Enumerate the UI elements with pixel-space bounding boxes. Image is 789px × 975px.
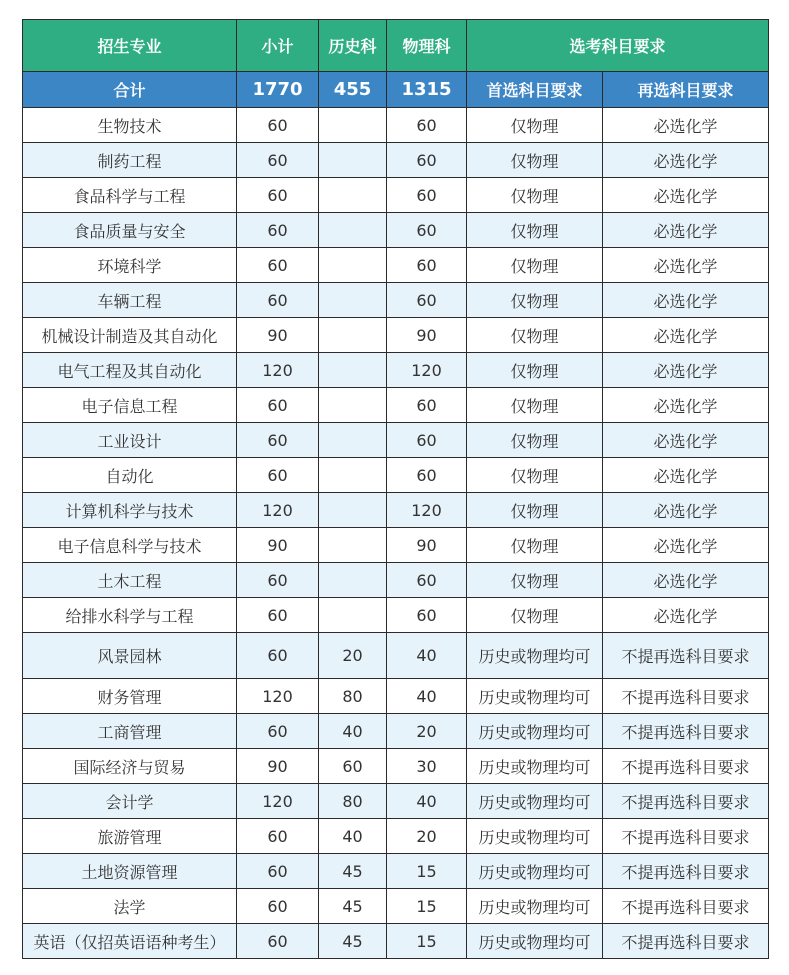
first-choice-cell: 仅物理 <box>467 493 603 528</box>
subtotal-cell: 60 <box>237 423 319 458</box>
physics-cell: 60 <box>387 178 467 213</box>
first-choice-cell: 历史或物理均可 <box>467 854 603 889</box>
table-row <box>23 598 769 633</box>
history-cell: 20 <box>319 633 387 679</box>
subtotal-cell: 60 <box>237 854 319 889</box>
major-cell: 旅游管理 <box>23 819 237 854</box>
table-row <box>23 493 769 528</box>
first-choice-cell: 历史或物理均可 <box>467 784 603 819</box>
first-choice-cell: 仅物理 <box>467 563 603 598</box>
table-row <box>23 458 769 493</box>
first-choice-cell: 仅物理 <box>467 318 603 353</box>
major-cell: 食品质量与安全 <box>23 213 237 248</box>
summary-label: 合计 <box>23 72 237 108</box>
summary-row <box>23 72 769 108</box>
physics-cell: 20 <box>387 714 467 749</box>
subtotal-cell: 60 <box>237 213 319 248</box>
physics-cell: 40 <box>387 784 467 819</box>
table-row <box>23 353 769 388</box>
subtotal-cell: 60 <box>237 563 319 598</box>
first-choice-cell: 仅物理 <box>467 423 603 458</box>
physics-cell: 30 <box>387 749 467 784</box>
subtotal-cell: 60 <box>237 598 319 633</box>
header-physics: 物理科 <box>387 20 467 72</box>
second-choice-cell: 必选化学 <box>603 563 769 598</box>
major-cell: 英语（仅招英语语种考生） <box>23 924 237 959</box>
first-choice-cell: 仅物理 <box>467 248 603 283</box>
summary-first-choice: 首选科目要求 <box>467 72 603 108</box>
history-cell <box>319 353 387 388</box>
second-choice-cell: 不提再选科目要求 <box>603 889 769 924</box>
major-cell: 制药工程 <box>23 143 237 178</box>
physics-cell: 40 <box>387 679 467 714</box>
enrollment-table <box>22 19 769 959</box>
subtotal-cell: 60 <box>237 458 319 493</box>
history-cell: 40 <box>319 819 387 854</box>
history-cell: 80 <box>319 679 387 714</box>
first-choice-cell: 历史或物理均可 <box>467 714 603 749</box>
second-choice-cell: 必选化学 <box>603 248 769 283</box>
table-row <box>23 679 769 714</box>
history-cell <box>319 458 387 493</box>
history-cell <box>319 388 387 423</box>
history-cell <box>319 563 387 598</box>
summary-physics: 1315 <box>387 72 467 108</box>
major-cell: 电子信息科学与技术 <box>23 528 237 563</box>
second-choice-cell: 必选化学 <box>603 283 769 318</box>
history-cell: 45 <box>319 924 387 959</box>
major-cell: 自动化 <box>23 458 237 493</box>
second-choice-cell: 必选化学 <box>603 458 769 493</box>
second-choice-cell: 必选化学 <box>603 108 769 143</box>
header-history: 历史科 <box>319 20 387 72</box>
second-choice-cell: 必选化学 <box>603 143 769 178</box>
subtotal-cell: 90 <box>237 528 319 563</box>
table-row <box>23 143 769 178</box>
physics-cell: 60 <box>387 563 467 598</box>
subtotal-cell: 120 <box>237 493 319 528</box>
table-row <box>23 784 769 819</box>
table-row <box>23 889 769 924</box>
physics-cell: 40 <box>387 633 467 679</box>
history-cell: 80 <box>319 784 387 819</box>
major-cell: 食品科学与工程 <box>23 178 237 213</box>
major-cell: 生物技术 <box>23 108 237 143</box>
header-subtotal: 小计 <box>237 20 319 72</box>
physics-cell: 120 <box>387 493 467 528</box>
physics-cell: 60 <box>387 108 467 143</box>
major-cell: 国际经济与贸易 <box>23 749 237 784</box>
physics-cell: 60 <box>387 143 467 178</box>
major-cell: 工商管理 <box>23 714 237 749</box>
physics-cell: 90 <box>387 318 467 353</box>
table-row <box>23 213 769 248</box>
table-row <box>23 924 769 959</box>
physics-cell: 60 <box>387 423 467 458</box>
history-cell <box>319 178 387 213</box>
table-row <box>23 318 769 353</box>
major-cell: 计算机科学与技术 <box>23 493 237 528</box>
table-row <box>23 854 769 889</box>
second-choice-cell: 不提再选科目要求 <box>603 633 769 679</box>
first-choice-cell: 仅物理 <box>467 458 603 493</box>
physics-cell: 60 <box>387 388 467 423</box>
header-major: 招生专业 <box>23 20 237 72</box>
subtotal-cell: 90 <box>237 318 319 353</box>
subtotal-cell: 60 <box>237 889 319 924</box>
physics-cell: 60 <box>387 458 467 493</box>
first-choice-cell: 历史或物理均可 <box>467 749 603 784</box>
history-cell <box>319 598 387 633</box>
major-cell: 给排水科学与工程 <box>23 598 237 633</box>
subtotal-cell: 90 <box>237 749 319 784</box>
table-row <box>23 563 769 598</box>
header-requirements: 选考科目要求 <box>467 20 769 72</box>
second-choice-cell: 必选化学 <box>603 178 769 213</box>
second-choice-cell: 不提再选科目要求 <box>603 749 769 784</box>
physics-cell: 90 <box>387 528 467 563</box>
summary-subtotal: 1770 <box>237 72 319 108</box>
first-choice-cell: 仅物理 <box>467 283 603 318</box>
history-cell <box>319 248 387 283</box>
first-choice-cell: 仅物理 <box>467 598 603 633</box>
table-row <box>23 108 769 143</box>
subtotal-cell: 120 <box>237 353 319 388</box>
history-cell <box>319 493 387 528</box>
major-cell: 法学 <box>23 889 237 924</box>
history-cell <box>319 423 387 458</box>
major-cell: 电子信息工程 <box>23 388 237 423</box>
physics-cell: 60 <box>387 598 467 633</box>
subtotal-cell: 60 <box>237 178 319 213</box>
major-cell: 机械设计制造及其自动化 <box>23 318 237 353</box>
major-cell: 风景园林 <box>23 633 237 679</box>
table-row <box>23 178 769 213</box>
major-cell: 土地资源管理 <box>23 854 237 889</box>
second-choice-cell: 不提再选科目要求 <box>603 854 769 889</box>
summary-history: 455 <box>319 72 387 108</box>
history-cell <box>319 528 387 563</box>
subtotal-cell: 60 <box>237 143 319 178</box>
history-cell <box>319 143 387 178</box>
history-cell <box>319 213 387 248</box>
physics-cell: 60 <box>387 283 467 318</box>
first-choice-cell: 历史或物理均可 <box>467 679 603 714</box>
subtotal-cell: 120 <box>237 784 319 819</box>
major-cell: 土木工程 <box>23 563 237 598</box>
physics-cell: 15 <box>387 854 467 889</box>
major-cell: 电气工程及其自动化 <box>23 353 237 388</box>
physics-cell: 120 <box>387 353 467 388</box>
first-choice-cell: 历史或物理均可 <box>467 819 603 854</box>
second-choice-cell: 必选化学 <box>603 318 769 353</box>
first-choice-cell: 历史或物理均可 <box>467 924 603 959</box>
subtotal-cell: 60 <box>237 283 319 318</box>
table-row <box>23 714 769 749</box>
first-choice-cell: 仅物理 <box>467 353 603 388</box>
physics-cell: 20 <box>387 819 467 854</box>
major-cell: 会计学 <box>23 784 237 819</box>
history-cell <box>319 283 387 318</box>
subtotal-cell: 120 <box>237 679 319 714</box>
first-choice-cell: 历史或物理均可 <box>467 889 603 924</box>
table-row <box>23 423 769 458</box>
history-cell: 45 <box>319 889 387 924</box>
second-choice-cell: 必选化学 <box>603 353 769 388</box>
summary-second-choice: 再选科目要求 <box>603 72 769 108</box>
first-choice-cell: 仅物理 <box>467 108 603 143</box>
table-row <box>23 749 769 784</box>
subtotal-cell: 60 <box>237 714 319 749</box>
second-choice-cell: 不提再选科目要求 <box>603 924 769 959</box>
table-row <box>23 528 769 563</box>
second-choice-cell: 不提再选科目要求 <box>603 819 769 854</box>
second-choice-cell: 必选化学 <box>603 493 769 528</box>
subtotal-cell: 60 <box>237 633 319 679</box>
second-choice-cell: 必选化学 <box>603 213 769 248</box>
second-choice-cell: 必选化学 <box>603 388 769 423</box>
major-cell: 环境科学 <box>23 248 237 283</box>
subtotal-cell: 60 <box>237 819 319 854</box>
subtotal-cell: 60 <box>237 924 319 959</box>
subtotal-cell: 60 <box>237 248 319 283</box>
first-choice-cell: 仅物理 <box>467 213 603 248</box>
table-row <box>23 388 769 423</box>
major-cell: 工业设计 <box>23 423 237 458</box>
table-row <box>23 819 769 854</box>
major-cell: 车辆工程 <box>23 283 237 318</box>
second-choice-cell: 不提再选科目要求 <box>603 784 769 819</box>
subtotal-cell: 60 <box>237 388 319 423</box>
second-choice-cell: 必选化学 <box>603 598 769 633</box>
table-row <box>23 248 769 283</box>
history-cell <box>319 108 387 143</box>
history-cell <box>319 318 387 353</box>
table-row <box>23 633 769 679</box>
second-choice-cell: 不提再选科目要求 <box>603 714 769 749</box>
physics-cell: 15 <box>387 889 467 924</box>
second-choice-cell: 必选化学 <box>603 423 769 458</box>
first-choice-cell: 仅物理 <box>467 178 603 213</box>
second-choice-cell: 必选化学 <box>603 528 769 563</box>
table-row <box>23 283 769 318</box>
physics-cell: 15 <box>387 924 467 959</box>
header-row <box>23 20 769 72</box>
first-choice-cell: 历史或物理均可 <box>467 633 603 679</box>
major-cell: 财务管理 <box>23 679 237 714</box>
table-body <box>23 108 769 959</box>
first-choice-cell: 仅物理 <box>467 388 603 423</box>
first-choice-cell: 仅物理 <box>467 143 603 178</box>
physics-cell: 60 <box>387 248 467 283</box>
history-cell: 60 <box>319 749 387 784</box>
physics-cell: 60 <box>387 213 467 248</box>
first-choice-cell: 仅物理 <box>467 528 603 563</box>
history-cell: 40 <box>319 714 387 749</box>
subtotal-cell: 60 <box>237 108 319 143</box>
second-choice-cell: 不提再选科目要求 <box>603 679 769 714</box>
history-cell: 45 <box>319 854 387 889</box>
